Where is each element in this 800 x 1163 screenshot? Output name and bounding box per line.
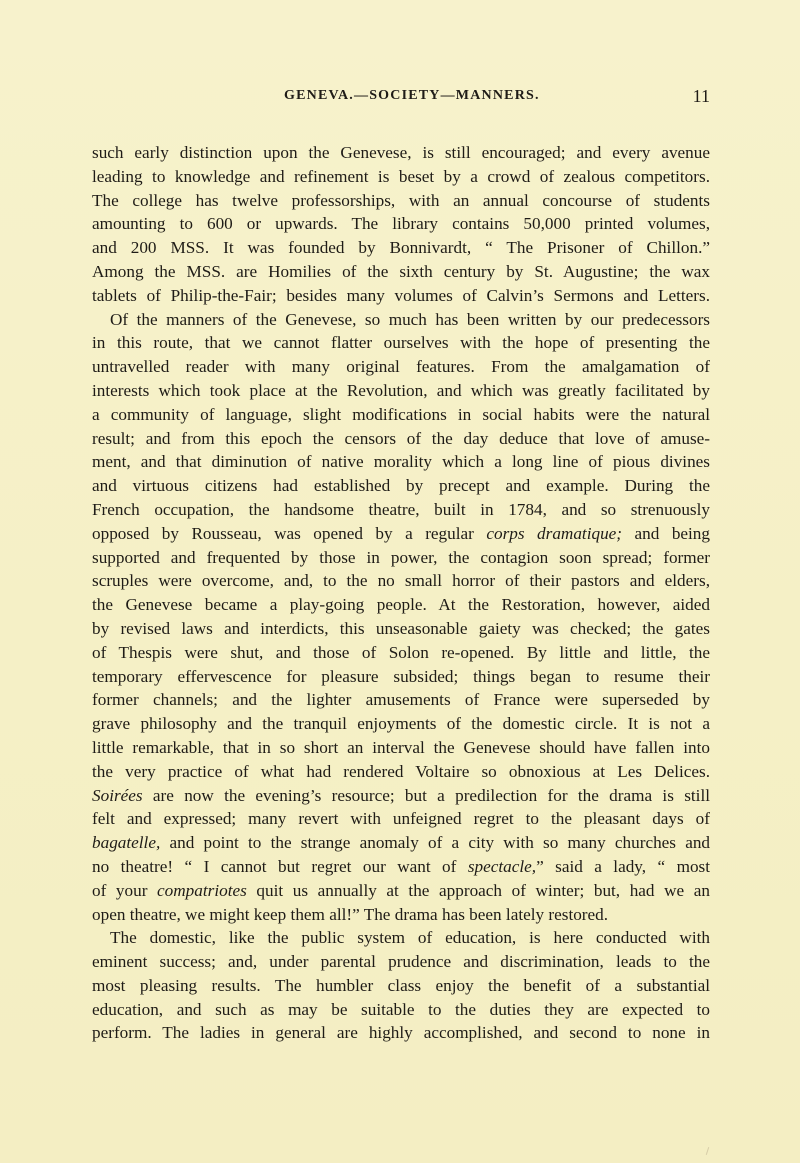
text-segment: opposed by Rousseau, was opened by a regular	[92, 523, 474, 543]
text-line: the very practice of what had rendered Voltaire so obnoxious at Les Delices.	[92, 761, 710, 781]
text-line: a community of language, slight modifications in social habits were the natural	[92, 404, 710, 424]
text-line: the Genevese became a play-going people. At the Restoration, however, aided	[92, 595, 710, 615]
italic-term: spectacle,	[467, 856, 537, 876]
text-line: The college has twelve professorships, with an annual concourse of students	[92, 190, 710, 210]
text-line	[92, 855, 710, 879]
italic-term: compatriotes	[157, 880, 247, 900]
paper-mark	[706, 1147, 709, 1155]
text-line: untravelled reader with many original features. From the amalgamation of	[92, 357, 710, 377]
paragraph-end-line: open theatre, we might keep them all!” The drama has been lately restored.	[92, 904, 609, 924]
text-segment: no theatre! “ I cannot but regret our want of	[92, 856, 457, 876]
text-line: by revised laws and interdicts, this unseasonable gaiety was checked; the gates	[92, 618, 710, 638]
text-line: scruples were overcome, and, to the no small horror of their pastors and elders,	[92, 571, 710, 591]
text-line	[92, 522, 710, 546]
paragraph-start-line: Of the manners of the Genevese, so much has been written by our predecessors	[110, 309, 710, 329]
running-head	[284, 88, 710, 110]
text-segment: and point to the strange anomaly of a city with so many churches and	[169, 833, 710, 853]
text-line: and 200 MSS. It was founded by Bonnivardt, “ The Prisoner of Chillon.”	[92, 238, 710, 258]
italic-term: Soirées	[92, 785, 143, 805]
body-text	[92, 141, 710, 1045]
text-line: in this route, that we cannot flatter ourselves with the hope of presenting the	[92, 333, 710, 353]
text-line: of Thespis were shut, and those of Solon re-opened. By little and little, the	[92, 642, 710, 662]
text-line: ment, and that diminution of native morality which a long line of pious divines	[92, 452, 710, 472]
text-line: French occupation, the handsome theatre, built in 1784, and so strenuously	[92, 499, 710, 519]
text-line: supported and frequented by those in power, the contagion soon spread; former	[92, 547, 710, 567]
running-title: GENEVA.—SOCIETY—MANNERS.	[284, 88, 540, 103]
page-number: 11	[692, 86, 710, 106]
italic-term: bagatelle,	[92, 833, 161, 853]
text-line	[92, 831, 710, 855]
text-segment: ” said a lady, “ most	[536, 856, 710, 876]
text-line: Among the MSS. are Homilies of the sixth century by St. Augustine; the wax	[92, 261, 710, 281]
italic-term: corps dramatique;	[486, 523, 623, 543]
text-line: such early distinction upon the Genevese, is still encouraged; and every avenue	[92, 143, 710, 162]
text-segment: are now the evening’s resource; but a predilection for the drama is still	[152, 785, 710, 805]
text-segment: and being	[634, 523, 710, 543]
text-line: grave philosophy and the tranquil enjoyments of the domestic circle. It is not a	[92, 714, 710, 734]
text-line: interests which took place at the Revolution, and which was greatly facilitated by	[92, 380, 710, 400]
text-line: and virtuous citizens had established by precept and example. During the	[92, 476, 710, 496]
text-line: result; and from this epoch the censors of the day deduce that love of amuse-	[92, 428, 710, 448]
text-line: education, and such as may be suitable to the duties they are expected to	[92, 999, 710, 1019]
text-line: little remarkable, that in so short an interval the Genevese should have fallen into	[92, 737, 710, 757]
text-line	[92, 879, 710, 903]
paragraph-start-line: The domestic, like the public system of education, is here conducted with	[110, 928, 710, 948]
text-segment: quit us annually at the approach of winter; but, had we an	[256, 880, 710, 900]
text-line: former channels; and the lighter amusements of France were superseded by	[92, 690, 710, 710]
text-line: leading to knowledge and refinement is beset by a crowd of zealous competitors.	[92, 166, 710, 186]
text-line: tablets of Philip-the-Fair; besides many volumes of Calvin’s Sermons and Letters.	[92, 285, 710, 305]
text-line: felt and expressed; many revert with unfeigned regret to the pleasant days of	[92, 809, 710, 829]
text-line: most pleasing results. The humbler class enjoy the benefit of a substantial	[92, 975, 710, 995]
text-line: temporary effervescence for pleasure subsided; things began to resume their	[92, 666, 710, 686]
text-segment: of your	[92, 880, 148, 900]
text-line: perform. The ladies in general are highly accomplished, and second to none in	[92, 1023, 710, 1043]
text-line: eminent success; and, under parental prudence and discrimination, leads to the	[92, 952, 710, 972]
text-line: amounting to 600 or upwards. The library contains 50,000 printed volumes,	[92, 214, 710, 234]
text-line	[92, 784, 710, 808]
